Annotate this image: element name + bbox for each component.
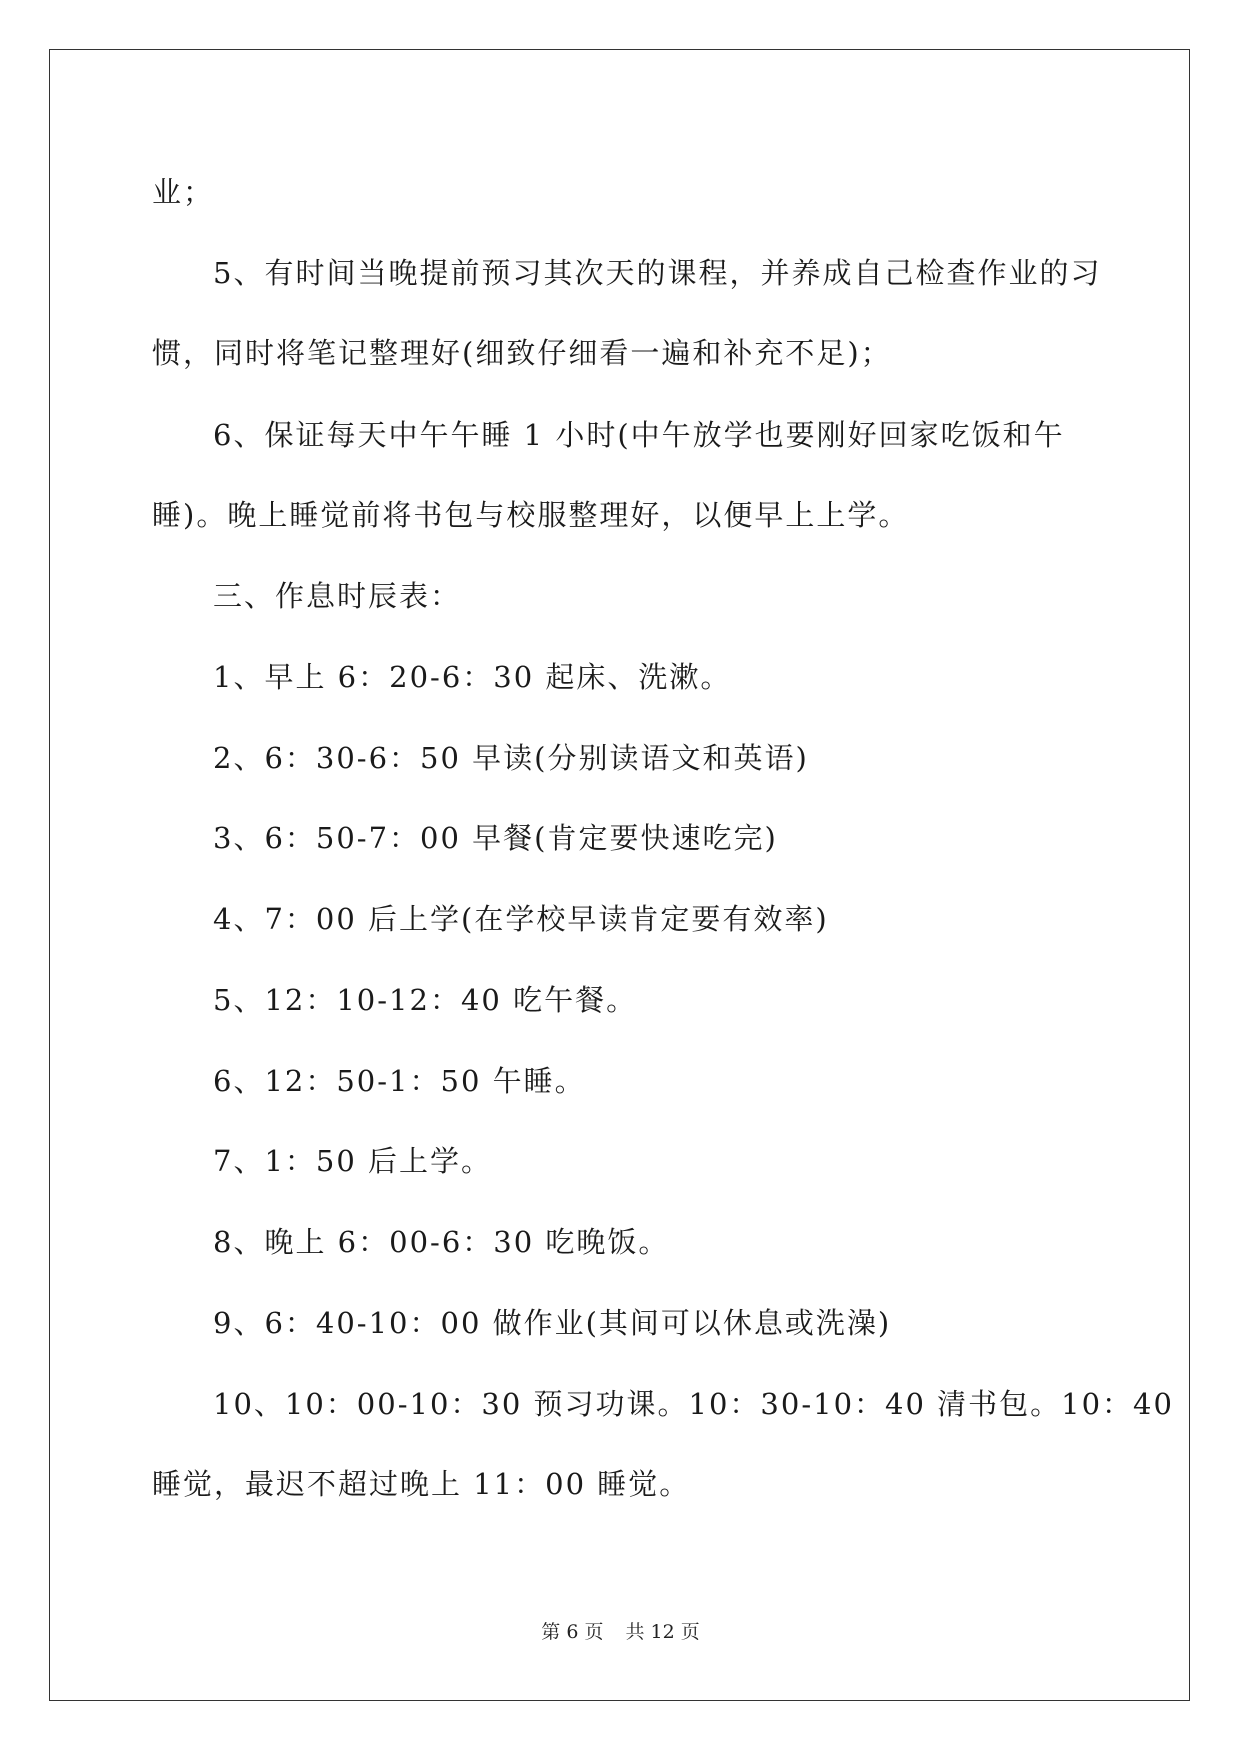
page-number-current: 第 6 页 (541, 1621, 604, 1643)
paragraph-line-continuation: 业； (152, 175, 215, 209)
paragraph-line-item-5: 5、有时间当晚提前预习其次天的课程，并养成自己检查作业的习 (213, 256, 1102, 290)
schedule-item-7: 7、1：50 后上学。 (213, 1144, 493, 1178)
schedule-item-1: 1、早上 6：20-6：30 起床、洗漱。 (213, 660, 732, 694)
schedule-item-10: 10、10：00-10：30 预习功课。10：30-10：40 清书包。10：40 (213, 1387, 1174, 1421)
schedule-item-4: 4、7：00 后上学(在学校早读肯定要有效率) (213, 902, 829, 936)
schedule-item-8: 8、晚上 6：00-6：30 吃晚饭。 (213, 1225, 670, 1259)
paragraph-line-item-5-cont: 惯，同时将笔记整理好(细致仔细看一遍和补充不足)； (152, 336, 892, 370)
schedule-item-2: 2、6：30-6：50 早读(分别读语文和英语) (213, 741, 809, 775)
page-footer (0, 1620, 1241, 1644)
paragraph-line-item-6: 6、保证每天中午午睡 1 小时(中午放学也要刚好回家吃饭和午 (213, 418, 1065, 452)
schedule-item-5: 5、12：10-12：40 吃午餐。 (213, 983, 638, 1017)
schedule-item-10-cont: 睡觉，最迟不超过晚上 11：00 睡觉。 (152, 1467, 691, 1501)
schedule-item-3: 3、6：50-7：00 早餐(肯定要快速吃完) (213, 821, 778, 855)
paragraph-line-item-6-cont: 睡)。晚上睡觉前将书包与校服整理好，以便早上上学。 (152, 498, 910, 532)
schedule-item-9: 9、6：40-10：00 做作业(其间可以休息或洗澡) (213, 1306, 892, 1340)
section-heading-schedule: 三、作息时辰表： (213, 579, 462, 613)
page-number-total: 共 12 页 (625, 1621, 700, 1643)
page-border (49, 49, 1190, 1701)
schedule-item-6: 6、12：50-1：50 午睡。 (213, 1064, 586, 1098)
